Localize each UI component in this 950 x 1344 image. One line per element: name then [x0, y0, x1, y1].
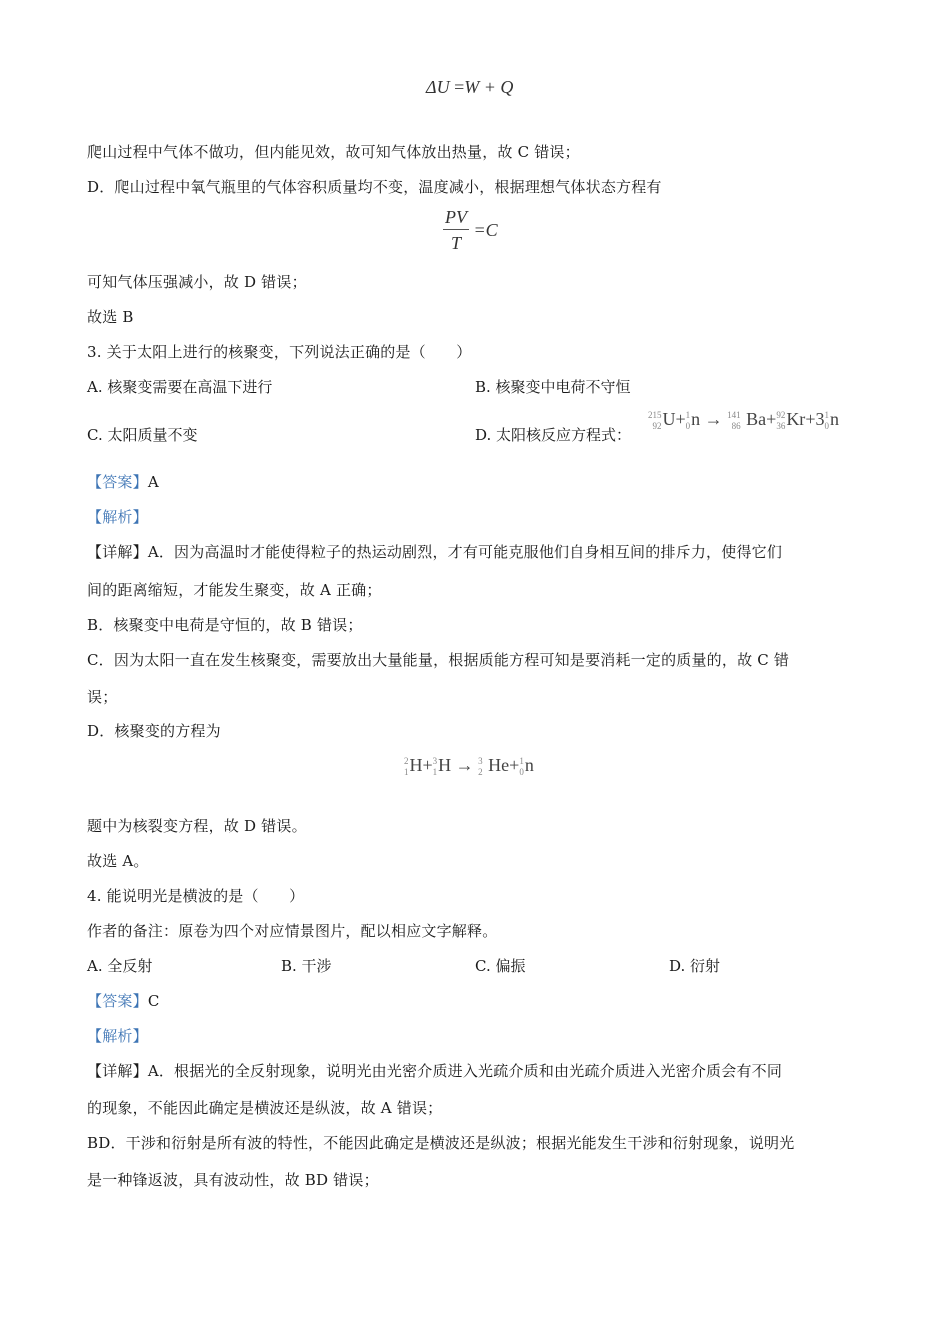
q4-note: 作者的备注：原卷为四个对应情景图片，配以相应文字解释。 [87, 922, 498, 940]
q3-option-d: D. 太阳核反应方程式： [475, 426, 632, 444]
q3-detail-2: 间的距离缩短，才能发生聚变，故 A 正确； [87, 581, 382, 599]
q4-option-b: B. 干涉 [281, 957, 332, 975]
q2-line-1: 爬山过程中气体不做功，但内能见效，故可知气体放出热量，故 C 错误； [87, 143, 580, 161]
q4-detail-1: 【详解】A．根据光的全反射现象，说明光由光密介质进入光疏介质和由光疏介质进入光密介质会有不同 [87, 1062, 783, 1080]
detail-label: 【详解】 [87, 543, 148, 561]
q3-detail-7: 题中为核裂变方程，故 D 错误。 [87, 817, 307, 835]
q2-line-3: 可知气体压强减小，故 D 错误； [87, 273, 307, 291]
answer-label: 【答案】 [87, 992, 148, 1010]
fusion-equation: 2 1 H+ 3 1 H → 3 2 He+ 1 0 n [404, 755, 534, 777]
numerator: PV [443, 205, 469, 230]
q3-detail-5: 误； [87, 688, 118, 706]
answer-label: 【答案】 [87, 473, 148, 491]
q4-option-d: D. 衍射 [669, 957, 721, 975]
q3-analysis-label: 【解析】 [87, 508, 148, 526]
q4-option-c: C. 偏振 [475, 957, 526, 975]
q3-detail-8: 故选 A。 [87, 852, 149, 870]
q2-line-4: 故选 B [87, 308, 134, 326]
q3-answer [87, 472, 159, 492]
q4-option-a: A. 全反射 [87, 957, 153, 975]
fission-equation: 215 92 U+ 1 0 n → 141 86 Ba+ 92 36 Kr+3 1 0 n [648, 409, 839, 431]
q2-line-2: D．爬山过程中氧气瓶里的气体容积质量均不变，温度减小，根据理想气体状态方程有 [87, 178, 662, 196]
q3-detail-3: B．核聚变中电荷是守恒的，故 B 错误； [87, 616, 363, 634]
q4-detail-3: BD．干涉和衍射是所有波的特性，不能因此确定是横波还是纵波；根据光能发生干涉和衍射现象，说明光 [87, 1134, 795, 1152]
fraction [443, 205, 469, 256]
eq-lhs: ΔU [426, 77, 450, 97]
denominator: T [450, 233, 461, 253]
answer-value: A [147, 473, 159, 491]
q3-stem: 3. 关于太阳上进行的核聚变，下列说法正确的是（ ） [87, 343, 472, 361]
answer-value: C [147, 992, 160, 1010]
q4-stem: 4. 能说明光是横波的是（ ） [87, 887, 305, 905]
detail-label: 【详解】 [87, 1062, 148, 1080]
q4-answer [87, 991, 160, 1011]
q4-analysis-label: 【解析】 [87, 1027, 148, 1045]
q4-detail-4: 是一种锋返波，具有波动性，故 BD 错误； [87, 1171, 379, 1189]
eq-equals: = [454, 77, 465, 97]
eq-rhs: W + Q [464, 77, 514, 97]
first-law-equation [426, 77, 513, 98]
q3-option-a: A. 核聚变需要在高温下进行 [87, 378, 273, 396]
ideal-gas-equation [443, 205, 498, 256]
q3-detail-6: D．核聚变的方程为 [87, 722, 221, 740]
q3-detail-1: 【详解】A．因为高温时才能使得粒子的热运动剧烈，才有可能克服他们自身相互间的排斥力，使得它们 [87, 543, 783, 561]
q3-detail-4: C．因为太阳一直在发生核聚变，需要放出大量能量，根据质能方程可知是要消耗一定的质量的，故 C 错 [87, 651, 790, 669]
q3-option-c: C. 太阳质量不变 [87, 426, 198, 444]
eq-rhs: =C [473, 220, 498, 240]
q4-detail-2: 的现象，不能因此确定是横波还是纵波，故 A 错误； [87, 1099, 443, 1117]
q3-option-b: B. 核聚变中电荷不守恒 [475, 378, 631, 396]
